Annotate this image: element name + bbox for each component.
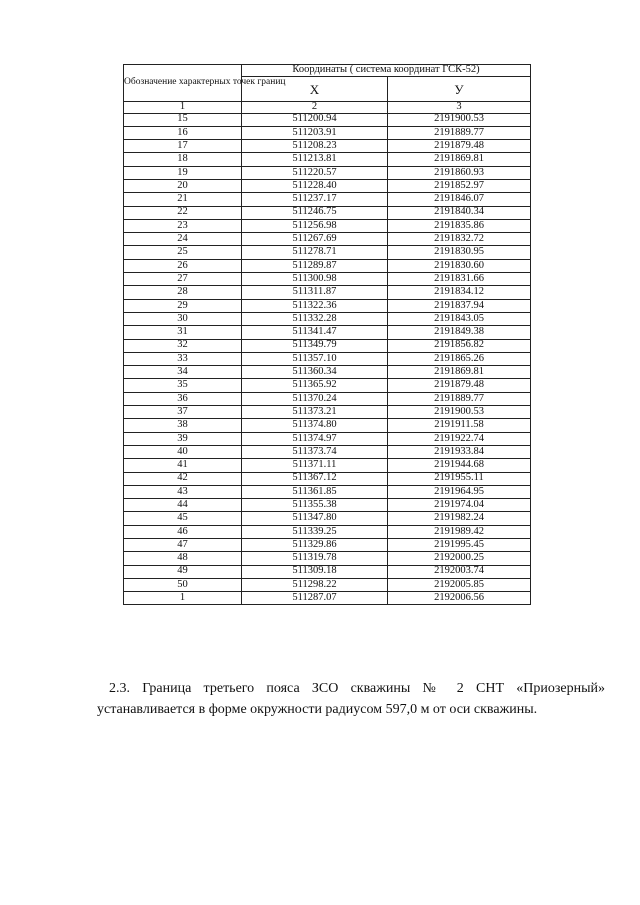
y-header: У bbox=[388, 77, 531, 102]
x-coord-cell: 511332.28 bbox=[242, 312, 388, 325]
point-cell: 15 bbox=[124, 113, 242, 126]
table-row bbox=[124, 246, 531, 259]
table-row bbox=[124, 578, 531, 591]
point-cell: 25 bbox=[124, 246, 242, 259]
x-coord-cell: 511373.74 bbox=[242, 445, 388, 458]
table-row bbox=[124, 525, 531, 538]
y-coord-cell: 2191830.60 bbox=[388, 259, 531, 272]
point-cell: 37 bbox=[124, 406, 242, 419]
table-row bbox=[124, 485, 531, 498]
table-row bbox=[124, 219, 531, 232]
x-coord-cell: 511267.69 bbox=[242, 233, 388, 246]
y-coord-cell: 2191900.53 bbox=[388, 113, 531, 126]
table-row bbox=[124, 126, 531, 139]
y-coord-cell: 2192003.74 bbox=[388, 565, 531, 578]
y-coord-cell: 2191849.38 bbox=[388, 326, 531, 339]
point-cell: 24 bbox=[124, 233, 242, 246]
x-coord-cell: 511256.98 bbox=[242, 219, 388, 232]
point-cell: 17 bbox=[124, 140, 242, 153]
table-row bbox=[124, 406, 531, 419]
y-coord-cell: 2192000.25 bbox=[388, 552, 531, 565]
table-row bbox=[124, 512, 531, 525]
y-coord-cell: 2191860.93 bbox=[388, 166, 531, 179]
y-coord-cell: 2191843.05 bbox=[388, 312, 531, 325]
x-coord-cell: 511208.23 bbox=[242, 140, 388, 153]
y-coord-cell: 2191944.68 bbox=[388, 459, 531, 472]
table-row bbox=[124, 273, 531, 286]
point-cell: 49 bbox=[124, 565, 242, 578]
table-row bbox=[124, 233, 531, 246]
table-row bbox=[124, 539, 531, 552]
y-coord-cell: 2191846.07 bbox=[388, 193, 531, 206]
table-row bbox=[124, 379, 531, 392]
point-cell: 43 bbox=[124, 485, 242, 498]
x-coord-cell: 511371.11 bbox=[242, 459, 388, 472]
table-row bbox=[124, 339, 531, 352]
y-coord-cell: 2191879.48 bbox=[388, 379, 531, 392]
point-cell: 16 bbox=[124, 126, 242, 139]
x-coord-cell: 511300.98 bbox=[242, 273, 388, 286]
x-coord-cell: 511339.25 bbox=[242, 525, 388, 538]
point-cell: 48 bbox=[124, 552, 242, 565]
y-coord-cell: 2191830.95 bbox=[388, 246, 531, 259]
y-coord-cell: 2191835.86 bbox=[388, 219, 531, 232]
point-cell: 46 bbox=[124, 525, 242, 538]
x-coord-cell: 511347.80 bbox=[242, 512, 388, 525]
table-row bbox=[124, 565, 531, 578]
table-row bbox=[124, 206, 531, 219]
table-row bbox=[124, 472, 531, 485]
y-coord-cell: 2191831.66 bbox=[388, 273, 531, 286]
table-row bbox=[124, 193, 531, 206]
x-coord-cell: 511287.07 bbox=[242, 592, 388, 605]
point-cell: 36 bbox=[124, 392, 242, 405]
x-coord-cell: 511374.97 bbox=[242, 432, 388, 445]
table-row bbox=[124, 113, 531, 126]
y-coord-cell: 2191955.11 bbox=[388, 472, 531, 485]
point-cell: 18 bbox=[124, 153, 242, 166]
y-coord-cell: 2191922.74 bbox=[388, 432, 531, 445]
table-row bbox=[124, 140, 531, 153]
x-coord-cell: 511237.17 bbox=[242, 193, 388, 206]
point-cell: 38 bbox=[124, 419, 242, 432]
y-coord-cell: 2191832.72 bbox=[388, 233, 531, 246]
point-cell: 45 bbox=[124, 512, 242, 525]
table-row bbox=[124, 286, 531, 299]
x-coord-cell: 511289.87 bbox=[242, 259, 388, 272]
table-row bbox=[124, 552, 531, 565]
x-coord-cell: 511360.34 bbox=[242, 366, 388, 379]
point-cell: 34 bbox=[124, 366, 242, 379]
table-row bbox=[124, 352, 531, 365]
x-coord-cell: 511309.18 bbox=[242, 565, 388, 578]
y-coord-cell: 2191865.26 bbox=[388, 352, 531, 365]
col-number-1: 1 bbox=[124, 102, 242, 114]
point-cell: 35 bbox=[124, 379, 242, 392]
x-coord-cell: 511220.57 bbox=[242, 166, 388, 179]
point-cell: 19 bbox=[124, 166, 242, 179]
x-coord-cell: 511370.24 bbox=[242, 392, 388, 405]
table-row bbox=[124, 166, 531, 179]
table-row bbox=[124, 445, 531, 458]
x-coord-cell: 511374.80 bbox=[242, 419, 388, 432]
table-row bbox=[124, 432, 531, 445]
y-coord-cell: 2191834.12 bbox=[388, 286, 531, 299]
table-row bbox=[124, 259, 531, 272]
x-coord-cell: 511349.79 bbox=[242, 339, 388, 352]
y-coord-cell: 2191840.34 bbox=[388, 206, 531, 219]
point-cell: 1 bbox=[124, 592, 242, 605]
x-coord-cell: 511367.12 bbox=[242, 472, 388, 485]
x-header: Х bbox=[242, 77, 388, 102]
x-coord-cell: 511311.87 bbox=[242, 286, 388, 299]
x-coord-cell: 511298.22 bbox=[242, 578, 388, 591]
table-row bbox=[124, 459, 531, 472]
point-cell: 22 bbox=[124, 206, 242, 219]
coordinates-body bbox=[124, 113, 531, 605]
y-coord-cell: 2191856.82 bbox=[388, 339, 531, 352]
y-coord-cell: 2191869.81 bbox=[388, 153, 531, 166]
coord-system-header: Координаты ( система координат ГСК-52) bbox=[242, 65, 531, 77]
point-cell: 30 bbox=[124, 312, 242, 325]
table-row bbox=[124, 179, 531, 192]
column-number-row bbox=[124, 102, 531, 114]
x-coord-cell: 511200.94 bbox=[242, 113, 388, 126]
table-row bbox=[124, 392, 531, 405]
x-coord-cell: 511213.81 bbox=[242, 153, 388, 166]
designation-header: Обозначение характерных точек границ bbox=[124, 65, 242, 102]
x-coord-cell: 511357.10 bbox=[242, 352, 388, 365]
y-coord-cell: 2191869.81 bbox=[388, 366, 531, 379]
y-coord-cell: 2191989.42 bbox=[388, 525, 531, 538]
point-cell: 33 bbox=[124, 352, 242, 365]
point-cell: 31 bbox=[124, 326, 242, 339]
x-coord-cell: 511203.91 bbox=[242, 126, 388, 139]
y-coord-cell: 2192006.56 bbox=[388, 592, 531, 605]
point-cell: 29 bbox=[124, 299, 242, 312]
table-row bbox=[124, 326, 531, 339]
x-coord-cell: 511355.38 bbox=[242, 499, 388, 512]
y-coord-cell: 2191889.77 bbox=[388, 126, 531, 139]
y-coord-cell: 2192005.85 bbox=[388, 578, 531, 591]
col-number-3: 3 bbox=[388, 102, 531, 114]
table-row bbox=[124, 312, 531, 325]
point-cell: 44 bbox=[124, 499, 242, 512]
table-row bbox=[124, 366, 531, 379]
y-coord-cell: 2191879.48 bbox=[388, 140, 531, 153]
x-coord-cell: 511361.85 bbox=[242, 485, 388, 498]
point-cell: 28 bbox=[124, 286, 242, 299]
y-coord-cell: 2191933.84 bbox=[388, 445, 531, 458]
x-coord-cell: 511341.47 bbox=[242, 326, 388, 339]
point-cell: 39 bbox=[124, 432, 242, 445]
point-cell: 42 bbox=[124, 472, 242, 485]
y-coord-cell: 2191964.95 bbox=[388, 485, 531, 498]
y-coord-cell: 2191911.58 bbox=[388, 419, 531, 432]
table-row bbox=[124, 499, 531, 512]
y-coord-cell: 2191974.04 bbox=[388, 499, 531, 512]
table-row bbox=[124, 153, 531, 166]
point-cell: 50 bbox=[124, 578, 242, 591]
y-coord-cell: 2191995.45 bbox=[388, 539, 531, 552]
x-coord-cell: 511246.75 bbox=[242, 206, 388, 219]
table-row bbox=[124, 419, 531, 432]
point-cell: 20 bbox=[124, 179, 242, 192]
col-number-2: 2 bbox=[242, 102, 388, 114]
x-coord-cell: 511319.78 bbox=[242, 552, 388, 565]
point-cell: 47 bbox=[124, 539, 242, 552]
point-cell: 23 bbox=[124, 219, 242, 232]
y-coord-cell: 2191852.97 bbox=[388, 179, 531, 192]
y-coord-cell: 2191982.24 bbox=[388, 512, 531, 525]
point-cell: 41 bbox=[124, 459, 242, 472]
x-coord-cell: 511278.71 bbox=[242, 246, 388, 259]
section-2-3-paragraph: 2.3. Граница третьего пояса ЗСО скважины № 2 СНТ «Приозерный» устанавливается в форме окружности радиусом 597,0 м от оси скважины. bbox=[97, 681, 605, 717]
x-coord-cell: 511322.36 bbox=[242, 299, 388, 312]
point-cell: 26 bbox=[124, 259, 242, 272]
table-row bbox=[124, 299, 531, 312]
table-row bbox=[124, 592, 531, 605]
x-coord-cell: 511329.86 bbox=[242, 539, 388, 552]
coordinates-table bbox=[123, 64, 531, 605]
point-cell: 27 bbox=[124, 273, 242, 286]
point-cell: 21 bbox=[124, 193, 242, 206]
x-coord-cell: 511373.21 bbox=[242, 406, 388, 419]
point-cell: 40 bbox=[124, 445, 242, 458]
y-coord-cell: 2191889.77 bbox=[388, 392, 531, 405]
x-coord-cell: 511365.92 bbox=[242, 379, 388, 392]
x-coord-cell: 511228.40 bbox=[242, 179, 388, 192]
y-coord-cell: 2191837.94 bbox=[388, 299, 531, 312]
y-coord-cell: 2191900.53 bbox=[388, 406, 531, 419]
point-cell: 32 bbox=[124, 339, 242, 352]
